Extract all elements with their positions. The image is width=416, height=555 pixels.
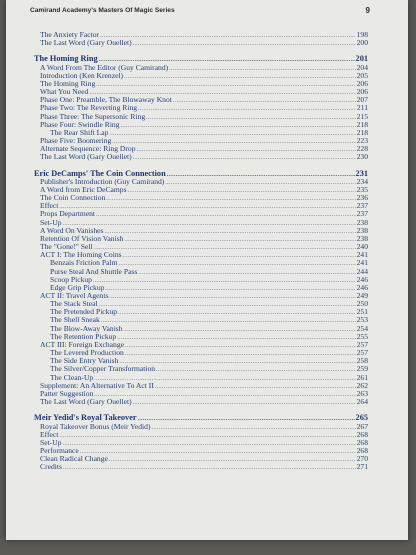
toc-entry-title: The Stack Steal: [50, 299, 98, 309]
toc-entry-page: 270: [356, 454, 368, 464]
toc-entry-page: 262: [356, 380, 368, 390]
dot-leader: [118, 309, 356, 317]
toc-entry-page: 271: [356, 462, 368, 472]
dot-leader: [63, 440, 356, 448]
toc-entry-page: 215: [356, 111, 368, 121]
toc-entry-page: 198: [356, 30, 368, 39]
toc-entry-title: Phase Five: Boomering: [40, 136, 112, 146]
toc-entry-title: Edge Grip Pickup: [50, 282, 105, 292]
toc-entry-page: 201: [355, 54, 368, 64]
toc-entry-title: Set-Up: [40, 217, 62, 227]
toc-entry-page: 246: [356, 274, 368, 284]
toc-entry-title: Patter Suggestion: [40, 388, 94, 398]
dot-leader: [101, 317, 356, 325]
dot-leader: [133, 40, 356, 48]
toc-entry-page: 236: [356, 193, 368, 203]
dot-leader: [63, 464, 356, 472]
toc-entry-page: 218: [356, 119, 368, 129]
dot-leader: [119, 260, 356, 268]
toc-entry-title: The Levered Production: [50, 348, 124, 358]
toc-entry-title: Eric DeCamps' The Coin Connection: [34, 168, 166, 178]
toc-entry-page: 253: [356, 315, 368, 325]
toc-entry-title: A Word On Vanishes: [40, 225, 104, 235]
toc-entry-title: Royal Takeover Bonus (Meir Yedid): [40, 421, 151, 431]
toc-entry-page: 207: [356, 95, 368, 105]
toc-entry-title: The Rear Shift Lap: [50, 127, 109, 137]
dot-leader: [133, 154, 356, 162]
table-of-contents: [34, 31, 368, 471]
dot-leader: [93, 277, 356, 285]
toc-entry-title: Benzais Friction Palm: [50, 258, 118, 268]
toc-entry-page: 237: [356, 201, 368, 211]
toc-entry-title: Phase One: Preamble, The Blowaway Knot: [40, 95, 172, 105]
toc-entry-page: 238: [356, 225, 368, 235]
toc-entry: [34, 398, 368, 406]
toc-entry-title: A Word from Eric DeCamps: [40, 184, 127, 194]
toc-entry-page: 250: [356, 299, 368, 309]
toc-entry-page: 235: [356, 184, 368, 194]
dot-leader: [151, 424, 355, 432]
toc-entry-title: Phase Two: The Reverting Ring: [40, 103, 138, 113]
toc-entry-title: Phase Four: Swindle Ring: [40, 119, 120, 129]
toc-entry-title: The Last Word (Gary Ouellet): [40, 38, 132, 48]
toc-entry-title: Purse Steal And Shuttle Pass: [50, 266, 138, 276]
dot-leader: [121, 122, 356, 130]
toc-entry-page: 265: [355, 413, 368, 423]
toc-entry-page: 234: [356, 176, 368, 186]
toc-entry-page: 238: [356, 233, 368, 243]
running-header: [30, 7, 370, 19]
dot-leader: [124, 326, 356, 334]
toc-entry-title: Introduction (Ken Krenzel): [40, 70, 124, 80]
toc-entry-title: Retention Of Vision Vanish: [40, 233, 124, 243]
toc-entry-title: Credits: [40, 462, 62, 472]
toc-entry-page: 218: [356, 127, 368, 137]
toc-entry-title: ACT I: The Homing Coins: [40, 250, 122, 260]
dot-leader: [138, 415, 355, 423]
toc-entry-title: Effect: [40, 201, 59, 211]
dot-leader: [138, 269, 355, 277]
dot-leader: [173, 97, 356, 105]
dot-leader: [94, 391, 355, 399]
dot-leader: [63, 220, 356, 228]
toc-entry-title: Clean Radical Change: [40, 454, 108, 464]
toc-entry-page: 200: [356, 38, 368, 48]
toc-entry-title: Scoop Pickup: [50, 274, 92, 284]
toc-entry-title: The "Gone!" Sell: [40, 242, 93, 252]
dot-leader: [137, 146, 356, 154]
dot-leader: [138, 105, 356, 113]
toc-entry-page: 268: [356, 437, 368, 447]
dot-leader: [112, 138, 355, 146]
dot-leader: [96, 211, 356, 219]
dot-leader: [80, 448, 356, 456]
toc-entry-page: 241: [356, 250, 368, 260]
dot-leader: [167, 171, 355, 179]
toc-entry-title: Phase Three: The Supersonic Ring: [40, 111, 146, 121]
toc-entry: [34, 439, 368, 447]
toc-entry-title: A Word From The Editor (Guy Camirand): [40, 62, 169, 72]
dot-leader: [117, 334, 355, 342]
dot-leader: [133, 399, 356, 407]
toc-entry-page: 254: [356, 323, 368, 333]
toc-entry-title: The Blow-Away Vanish: [50, 323, 123, 333]
dot-leader: [125, 350, 356, 358]
dot-leader: [109, 456, 356, 464]
toc-entry: [34, 423, 368, 431]
toc-entry-page: 249: [356, 291, 368, 300]
dot-leader: [104, 228, 355, 236]
toc-entry-page: 240: [356, 242, 368, 252]
toc-entry-page: 241: [356, 258, 368, 268]
toc-entry-title: Publisher's Introduction (Guy Camirand): [40, 176, 165, 186]
dot-leader: [124, 236, 355, 244]
toc-entry-title: What You Need: [40, 87, 89, 97]
toc-entry: [34, 463, 368, 471]
dot-leader: [169, 65, 355, 73]
toc-entry-title: Props Department: [40, 209, 96, 219]
dot-leader: [155, 383, 356, 391]
toc-entry-page: 211: [356, 103, 368, 113]
toc-entry-page: 264: [356, 397, 368, 407]
dot-leader: [109, 130, 355, 138]
toc-entry-title: The Clean-Up: [50, 372, 94, 382]
page-number: 9: [365, 6, 370, 15]
dot-leader: [59, 432, 355, 440]
dot-leader: [100, 32, 356, 40]
toc-entry-title: ACT II: Travel Agents: [40, 291, 109, 300]
toc-entry-page: 255: [356, 331, 368, 341]
dot-leader: [165, 179, 355, 187]
dot-leader: [125, 342, 356, 350]
toc-entry-page: 230: [356, 152, 368, 162]
toc-entry-title: Meir Yedid's Royal Takeover: [34, 413, 137, 423]
toc-entry: [34, 431, 368, 439]
toc-entry-title: The Shell Sneak: [50, 315, 100, 325]
toc-entry-title: The Side Entry Vanish: [50, 356, 119, 366]
toc-entry-title: Alternate Sequence: Ring Drop: [40, 144, 136, 154]
toc-entry-page: 257: [356, 348, 368, 358]
dot-leader: [156, 366, 356, 374]
toc-entry: [34, 210, 368, 218]
toc-entry-title: The Homing Ring: [40, 78, 96, 88]
toc-entry-page: 259: [356, 364, 368, 374]
dot-leader: [106, 195, 355, 203]
toc-entry-page: 263: [356, 388, 368, 398]
dot-leader: [124, 73, 356, 81]
toc-entry-page: 261: [356, 372, 368, 382]
toc-entry-page: 257: [356, 339, 368, 349]
toc-entry-page: 223: [356, 136, 368, 146]
toc-entry: [34, 39, 368, 47]
toc-entry-page: 251: [356, 307, 368, 317]
toc-entry: [34, 455, 368, 463]
toc-entry-title: Supplement: An Alternative To Act II: [40, 380, 154, 390]
toc-entry-page: 205: [356, 70, 368, 80]
toc-entry-page: 268: [356, 429, 368, 439]
toc-entry: [34, 153, 368, 161]
dot-leader: [105, 285, 355, 293]
toc-entry-page: 244: [356, 266, 368, 276]
toc-entry-page: 204: [356, 62, 368, 72]
toc-entry-page: 267: [356, 421, 368, 431]
toc-entry-title: The Last Word (Gary Ouellet): [40, 152, 132, 162]
book-page: [6, 0, 408, 540]
toc-entry-page: 238: [356, 217, 368, 227]
toc-entry-title: The Coin Connection: [40, 193, 106, 203]
toc-entry-page: 246: [356, 282, 368, 292]
dot-leader: [146, 114, 355, 122]
dot-leader: [94, 244, 356, 252]
series-title: Camirand Academy's Masters Of Magic Series: [30, 7, 175, 14]
toc-entry-page: 206: [356, 87, 368, 97]
dot-leader: [123, 252, 356, 260]
toc-entry-title: The Last Word (Gary Ouellet): [40, 397, 132, 407]
dot-leader: [99, 301, 356, 309]
toc-entry-page: 258: [356, 356, 368, 366]
toc-entry-page: 231: [355, 168, 368, 178]
toc-entry-page: 206: [356, 78, 368, 88]
toc-entry-title: The Retention Pickup: [50, 331, 117, 341]
toc-entry-page: 228: [356, 144, 368, 154]
dot-leader: [96, 81, 355, 89]
toc-entry-page: 268: [356, 445, 368, 455]
dot-leader: [59, 203, 355, 211]
toc-entry-title: Performance: [40, 445, 79, 455]
toc-entry-title: Effect: [40, 429, 59, 439]
toc-entry-title: Set-Up: [40, 437, 62, 447]
toc-entry: [34, 194, 368, 202]
toc-entry-title: The Pretended Pickup: [50, 307, 118, 317]
toc-entry-title: ACT III: Foreign Exchange: [40, 339, 125, 349]
dot-leader: [128, 187, 356, 195]
toc-entry-title: The Silver/Copper Transformation: [50, 364, 156, 374]
toc-entry-title: The Anxiety Factor: [40, 30, 100, 39]
dot-leader: [109, 293, 355, 301]
toc-entry-title: The Homing Ring: [34, 54, 98, 64]
toc-entry-page: 237: [356, 209, 368, 219]
